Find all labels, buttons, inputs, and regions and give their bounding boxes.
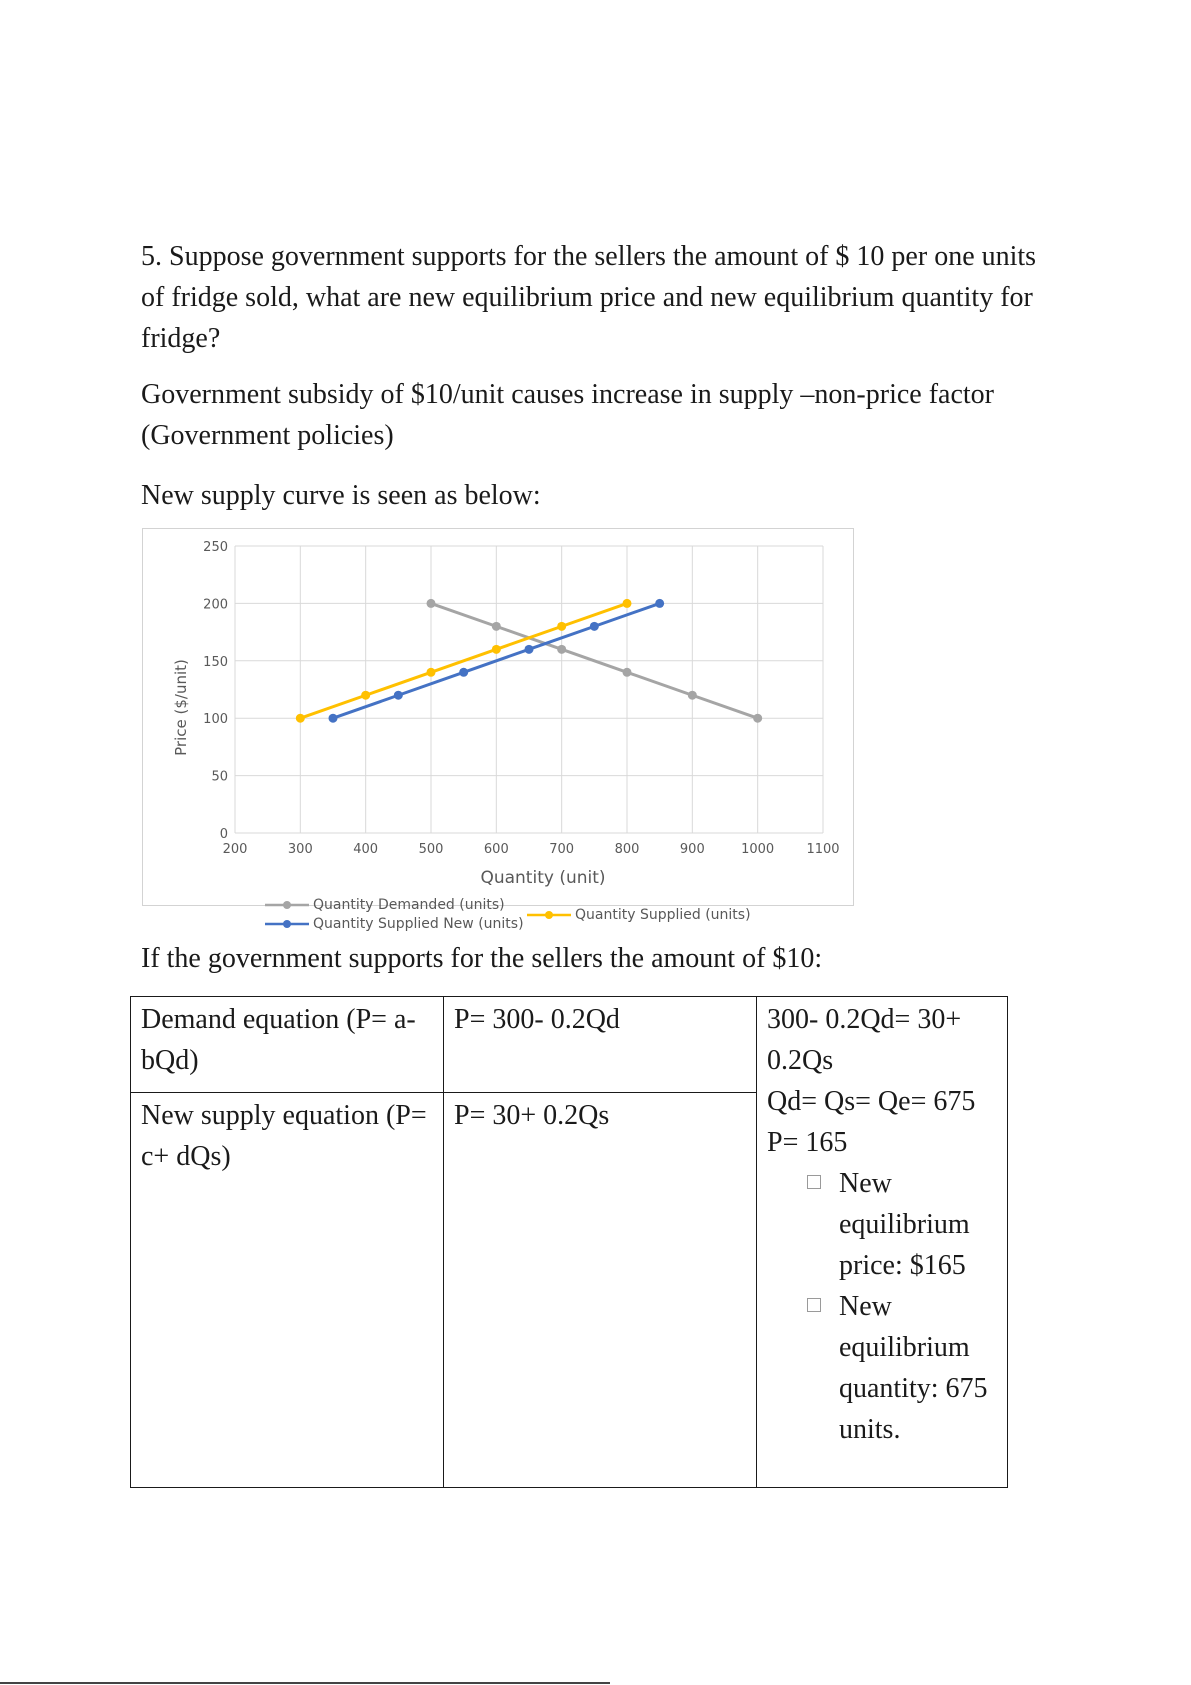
supply-label-cell: New supply equation (P= c+ dQs) (131, 1093, 444, 1488)
y-tick-label: 50 (211, 769, 228, 785)
y-tick-label: 0 (219, 827, 228, 842)
data-point-2 (329, 714, 338, 723)
curve-intro: New supply curve is seen as below: (141, 480, 541, 511)
checkbox-bullet-icon (807, 1298, 821, 1312)
result-item-price (807, 1163, 997, 1286)
legend-item-supply (527, 907, 751, 923)
legend-label-demand: Quantity Demanded (units) (313, 897, 505, 913)
legend-swatch-supply (527, 909, 571, 921)
supply-demand-chart (142, 528, 854, 932)
data-point-1 (492, 645, 501, 654)
data-point-1 (623, 599, 632, 608)
x-axis-title: Quantity (unit) (480, 868, 606, 888)
x-tick-label: 400 (353, 842, 379, 857)
y-tick-label: 250 (203, 540, 228, 555)
x-tick-label: 500 (418, 842, 444, 857)
legend-swatch-demand (265, 899, 309, 911)
data-point-0 (688, 691, 697, 700)
chart-canvas (143, 529, 855, 907)
data-point-2 (459, 668, 468, 677)
result-item-quantity (807, 1286, 997, 1450)
data-point-0 (427, 599, 436, 608)
data-point-0 (557, 645, 566, 654)
supply-equation-cell: P= 30+ 0.2Qs (444, 1093, 757, 1488)
calculation-cell (757, 997, 1008, 1488)
y-tick-label: 150 (203, 654, 228, 670)
x-tick-label: 200 (222, 842, 248, 857)
legend-label-supply: Quantity Supplied (units) (575, 907, 751, 923)
question-text: 5. Suppose government supports for the sellers the amount of $ 10 per one units of fridge sold, what are new equilibrium price and new equilibrium quantity for fridge? (141, 241, 1037, 354)
calc-price-line: P= 165 (767, 1127, 848, 1158)
data-point-2 (590, 622, 599, 631)
x-tick-label: 1000 (741, 842, 775, 857)
bottom-rule (0, 1682, 610, 1684)
y-tick-label: 200 (203, 597, 228, 613)
data-point-2 (394, 691, 403, 700)
data-point-0 (753, 714, 762, 723)
legend-item-demand (265, 897, 505, 913)
data-point-1 (296, 714, 305, 723)
legend-swatch-supply-new (265, 918, 309, 930)
x-tick-label: 800 (614, 842, 640, 857)
demand-equation-cell: P= 300- 0.2Qd (444, 997, 757, 1093)
demand-label-cell: Demand equation (P= a-bQd) (131, 997, 444, 1093)
y-axis-title: Price ($/unit) (172, 659, 190, 756)
legend-item-supply-new (265, 916, 524, 932)
result-price-text: New equilibrium price: $165 (839, 1168, 970, 1281)
x-tick-label: 900 (679, 842, 705, 857)
data-point-1 (557, 622, 566, 631)
subsidy-statement: Government subsidy of $10/unit causes increase in supply –non-price factor (Government policies) (141, 379, 995, 451)
equation-table (130, 996, 1008, 1488)
data-point-0 (492, 622, 501, 631)
x-tick-label: 1100 (806, 842, 840, 857)
y-tick-label: 100 (203, 712, 228, 728)
x-tick-label: 600 (483, 842, 509, 857)
x-tick-label: 700 (549, 842, 575, 857)
checkbox-bullet-icon (807, 1175, 821, 1189)
data-point-1 (427, 668, 436, 677)
x-tick-label: 300 (287, 842, 313, 857)
data-point-2 (655, 599, 664, 608)
result-list (767, 1163, 997, 1450)
calc-quantity-line: Qd= Qs= Qe= 675 (767, 1086, 976, 1117)
data-point-0 (623, 668, 632, 677)
legend-label-supply-new: Quantity Supplied New (units) (313, 916, 524, 932)
result-quantity-text: New equilibrium quantity: 675 units. (839, 1291, 988, 1445)
data-point-1 (361, 691, 370, 700)
if-government-intro: If the government supports for the sellers the amount of $10: (141, 943, 823, 974)
data-point-2 (525, 645, 534, 654)
calc-equation-line: 300- 0.2Qd= 30+ 0.2Qs (767, 1004, 962, 1076)
